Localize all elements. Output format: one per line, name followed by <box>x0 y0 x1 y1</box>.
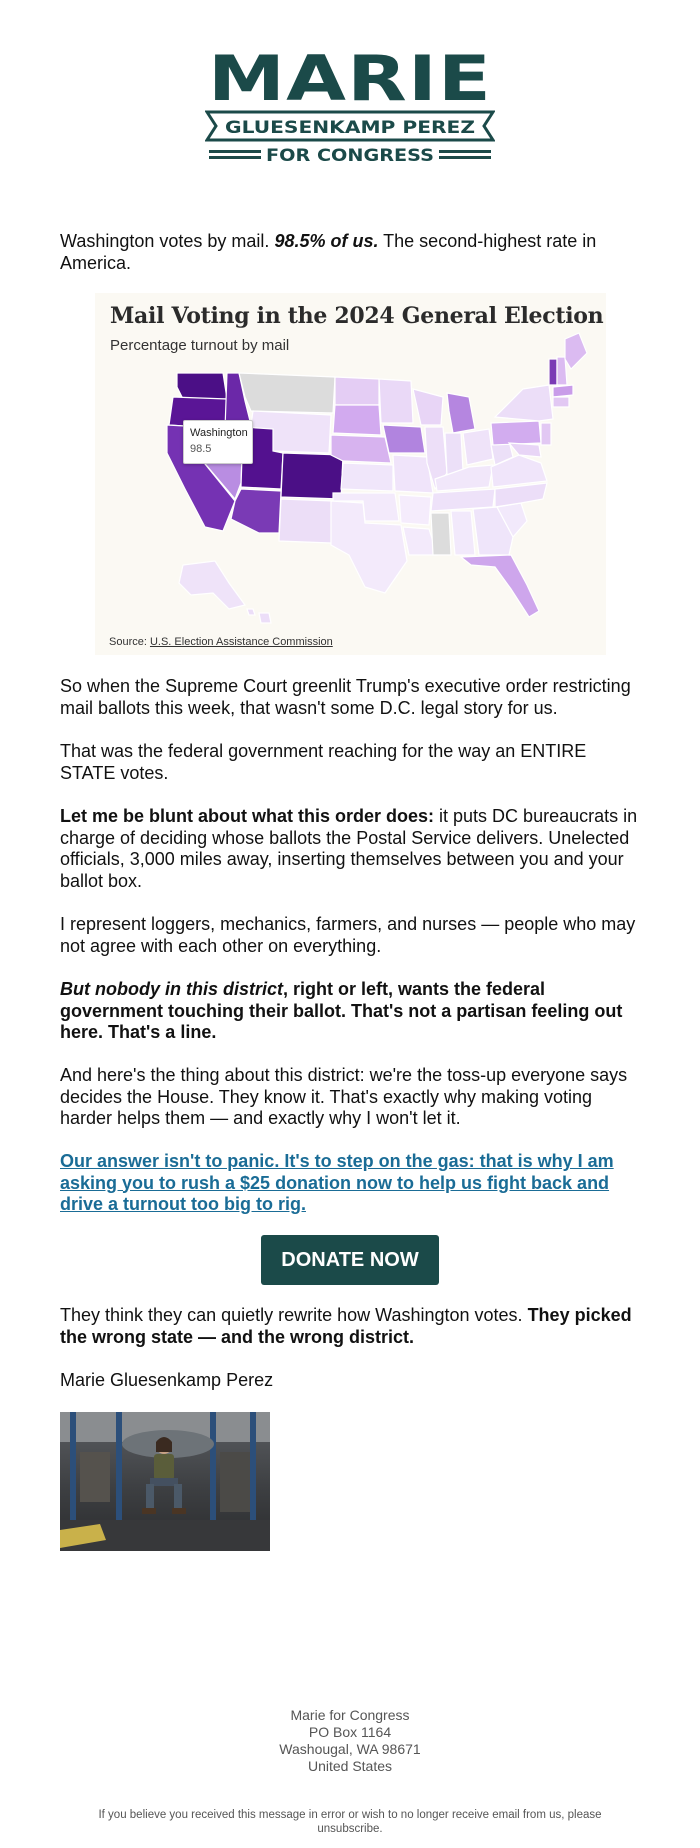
unsubscribe-notice[interactable]: If you believe you received this message in error or wish to no longer receive email from us, please unsubscribe. <box>98 1809 602 1835</box>
state-iowa <box>383 425 425 453</box>
state-hawaii <box>247 609 255 615</box>
logo-name: MARIE <box>208 50 492 115</box>
state-pennsylvania <box>491 421 541 445</box>
signature: Marie Gluesenkamp Perez <box>60 1370 274 1390</box>
state-indiana <box>445 433 463 475</box>
logo-tagline: FOR CONGRESS <box>266 146 434 166</box>
tooltip-value: 98.5 <box>190 443 212 455</box>
footer-box: PO Box 1164 <box>308 1724 392 1740</box>
chart-title: Mail Voting in the 2024 General Election <box>110 303 604 329</box>
source-label: Source: <box>109 636 150 648</box>
body-paragraph-6: And here's the thing about this district: we're the toss-up everyone says decides the House. They know it. That's exactly why making voting harder helps them — and exactly why I won't let it. <box>60 1065 628 1128</box>
state-ohio <box>463 429 493 465</box>
footer-org: Marie for Congress <box>290 1707 410 1723</box>
state-kansas <box>341 463 393 491</box>
chart-source <box>109 636 333 648</box>
candidate-photo <box>60 1412 270 1551</box>
state-mississippi <box>431 513 451 555</box>
state-nebraska <box>331 435 391 463</box>
state-alabama <box>451 511 475 555</box>
state-north-carolina <box>495 483 547 507</box>
p7-text: They think they can quietly rewrite how Washington votes. <box>60 1305 528 1325</box>
footer-country: United States <box>307 1758 393 1774</box>
state-maryland <box>509 443 541 457</box>
state-north-dakota <box>335 377 379 405</box>
state-maine <box>565 333 587 369</box>
footer-city: Washougal, WA 98671 <box>279 1741 421 1757</box>
state-new-york <box>495 385 553 421</box>
body-paragraph-2: That was the federal government reaching for the way an ENTIRE STATE votes. <box>60 741 587 783</box>
body-paragraph-1: So when the Supreme Court greenlit Trump's executive order restricting mail ballots this week, that wasn't some D.C. legal story for us. <box>60 676 631 718</box>
state-massachusetts <box>553 385 573 397</box>
state-minnesota <box>379 379 413 423</box>
p7-bold: They picked the wrong state — and the wrong district. <box>60 1305 632 1347</box>
intro-paragraph <box>60 231 640 274</box>
state-washington <box>177 373 227 399</box>
state-vermont <box>549 359 557 385</box>
donation-link[interactable]: Our answer isn't to panic. It's to step on the gas: that is why I am asking you to rush a $25 donation now to help us fight back and drive a turnout too big to rig. <box>60 1151 614 1214</box>
state-colorado <box>281 453 343 499</box>
state-michigan <box>447 393 475 433</box>
p5-emphasis: But nobody in this district <box>60 979 283 999</box>
state-new-mexico <box>279 499 333 543</box>
intro-text: Washington votes by mail. <box>60 231 275 251</box>
state-arkansas <box>399 495 431 525</box>
state-new-jersey <box>541 423 551 445</box>
p3-lead: Let me be blunt about what this order does: <box>60 806 435 826</box>
state-arizona <box>231 489 281 533</box>
intro-stat: 98.5% of us. <box>274 231 379 251</box>
state-wisconsin <box>413 389 443 425</box>
state-alaska <box>179 561 245 609</box>
footer-address <box>0 1707 700 1775</box>
body-paragraph-3 <box>60 806 640 892</box>
state-montana <box>239 373 335 413</box>
p3-text: it puts DC bureaucrats in charge of deciding whose ballots the Postal Service delivers. Unelected officials, 3,000 miles away, inserting themselves between you and your ballot box. <box>60 806 638 891</box>
map-tooltip <box>183 420 253 464</box>
state-new-hampshire <box>557 357 567 385</box>
chart-subtitle: Percentage turnout by mail <box>110 337 290 354</box>
campaign-logo <box>205 50 495 172</box>
us-map <box>95 293 606 655</box>
state-hawaii-2 <box>259 613 271 623</box>
logo-surname: GLUESENKAMP PEREZ <box>225 118 475 138</box>
intro-text-rest: The second-highest rate in America. <box>60 231 597 273</box>
state-florida <box>461 555 539 617</box>
state-connecticut <box>553 397 569 407</box>
donate-now-button[interactable]: DONATE NOW <box>261 1235 439 1285</box>
body-paragraph-4: I represent loggers, mechanics, farmers, and nurses — people who may not agree with each other on everything. <box>60 914 636 956</box>
mail-voting-map-chart <box>95 293 606 655</box>
body-paragraph-5 <box>60 979 640 1044</box>
tooltip-state: Washington <box>190 427 248 439</box>
source-link[interactable]: U.S. Election Assistance Commission <box>149 636 333 648</box>
body-paragraph-7 <box>60 1305 640 1348</box>
state-south-dakota <box>333 405 381 435</box>
p5-text: , right or left, wants the federal government touching their ballot. That's not a partisan feeling out here. That's a line. <box>60 979 623 1042</box>
